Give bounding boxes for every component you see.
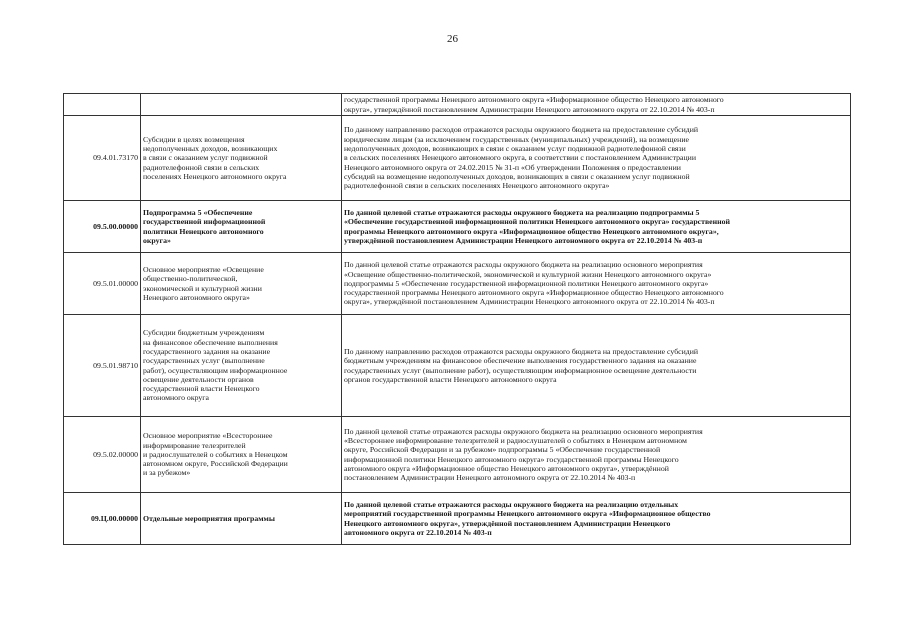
budget-classification-table [63,93,851,545]
row-description: По данному направлению расходов отражаются расходы окружного бюджета на предоставление субсидий юридическим лицам (за исключением государственных (муниципальных) учреждений), на возмещение недополученных доходов, возникающих в связи с оказанием услуг подвижной радиотелефонной связи в сельских поселениях Ненецкого автономного округа, в соответствии с постановлением Администрации Ненецкого автономного округа от 24.02.2015 № 31-п «Об утверждении Положения о предоставлении субсидий на возмещение недополученных доходов, возникающих в связи с оказанием услуг подвижной радиотелефонной связи в сельских поселениях Ненецкого автономного округа» [342,116,851,201]
row-name: Основное мероприятие «Всестороннее информирование телезрителей и радиослушателей о событиях в Ненецком автономном округе, Российской Федерации и за рубежом» [141,417,342,493]
table-row [64,417,851,493]
row-name: Субсидии бюджетным учреждениям на финансовое обеспечение выполнения государственного задания на оказание государственных услуг (выполнение работ), осуществляющим информационное освещение деятельности органов государственной власти Ненецкого автономного округа [141,315,342,417]
row-code: 09.Ц.00.00000 [64,493,141,545]
row-name: Отдельные мероприятия программы [141,493,342,545]
table-row [64,116,851,201]
row-name: Подпрограмма 5 «Обеспечение государственной информационной политики Ненецкого автономного округа» [141,201,342,253]
row-description: государственной программы Ненецкого автономного округа «Информационное общество Ненецкого автономного округа», утверждённой постановлением Администрации Ненецкого автономного округа от 22.10.2014 № 403-п [342,94,851,116]
table-row [64,315,851,417]
row-description: По данному направлению расходов отражаются расходы окружного бюджета на предоставление субсидий бюджетным учреждениям на финансовое обеспечение выполнения государственного задания на оказание государственных услуг (выполнение работ), осуществляющим информационное освещение деятельности органов государственной власти Ненецкого автономного округа [342,315,851,417]
page-number: 26 [447,33,458,45]
row-code: 09.5.00.00000 [64,201,141,253]
table-row [64,94,851,116]
row-code [64,94,141,116]
table-row [64,493,851,545]
row-code: 09.5.01.98710 [64,315,141,417]
row-code: 09.4.01.73170 [64,116,141,201]
row-description: По данной целевой статье отражаются расходы окружного бюджета на реализацию подпрограммы 5 «Обеспечение государственной информационной политики Ненецкого автономного округа» государственной программы Ненецкого автономного округа «Информационное общество Ненецкого автономного округа», утверждённой постановлением Администрации Ненецкого автономного округа от 22.10.2014 № 403-п [342,201,851,253]
row-description: По данной целевой статье отражаются расходы окружного бюджета на реализацию основного мероприятия «Всестороннее информирование телезрителей и радиослушателей о событиях в Ненецком автономном округе, Российской Федерации и за рубежом» подпрограммы 5 «Обеспечение государственной информационной политики Ненецкого автономного округа» государственной программы Ненецкого автономного округа «Информационное общество Ненецкого автономного округа», утверждённой постановлением Администрации Ненецкого автономного округа от 22.10.2014 № 403-п [342,417,851,493]
row-description: По данной целевой статье отражаются расходы окружного бюджета на реализацию основного мероприятия «Освещение общественно-политической, экономической и культурной жизни Ненецкого автономного округа» подпрограммы 5 «Обеспечение государственной информационной политики Ненецкого автономного округа» государственной программы Ненецкого автономного округа «Информационное общество Ненецкого автономного округа», утверждённой постановлением Администрации Ненецкого автономного округа от 22.10.2014 № 403-п [342,253,851,315]
row-name: Основное мероприятие «Освещение общественно-политической, экономической и культурной жизни Ненецкого автономного округа» [141,253,342,315]
row-name [141,94,342,116]
table-row [64,253,851,315]
row-name: Субсидии в целях возмещения недополученных доходов, возникающих в связи с оказанием услуг подвижной радиотелефонной связи в сельских поселениях Ненецкого автономного округа [141,116,342,201]
row-code: 09.5.01.00000 [64,253,141,315]
table-row [64,201,851,253]
row-code: 09.5.02.00000 [64,417,141,493]
row-description: По данной целевой статье отражаются расходы окружного бюджета на реализацию отдельных мероприятий государственной программы Ненецкого автономного округа «Информационное общество Ненецкого автономного округа», утверждённой постановлением Администрации Ненецкого автономного округа от 22.10.2014 № 403-п [342,493,851,545]
